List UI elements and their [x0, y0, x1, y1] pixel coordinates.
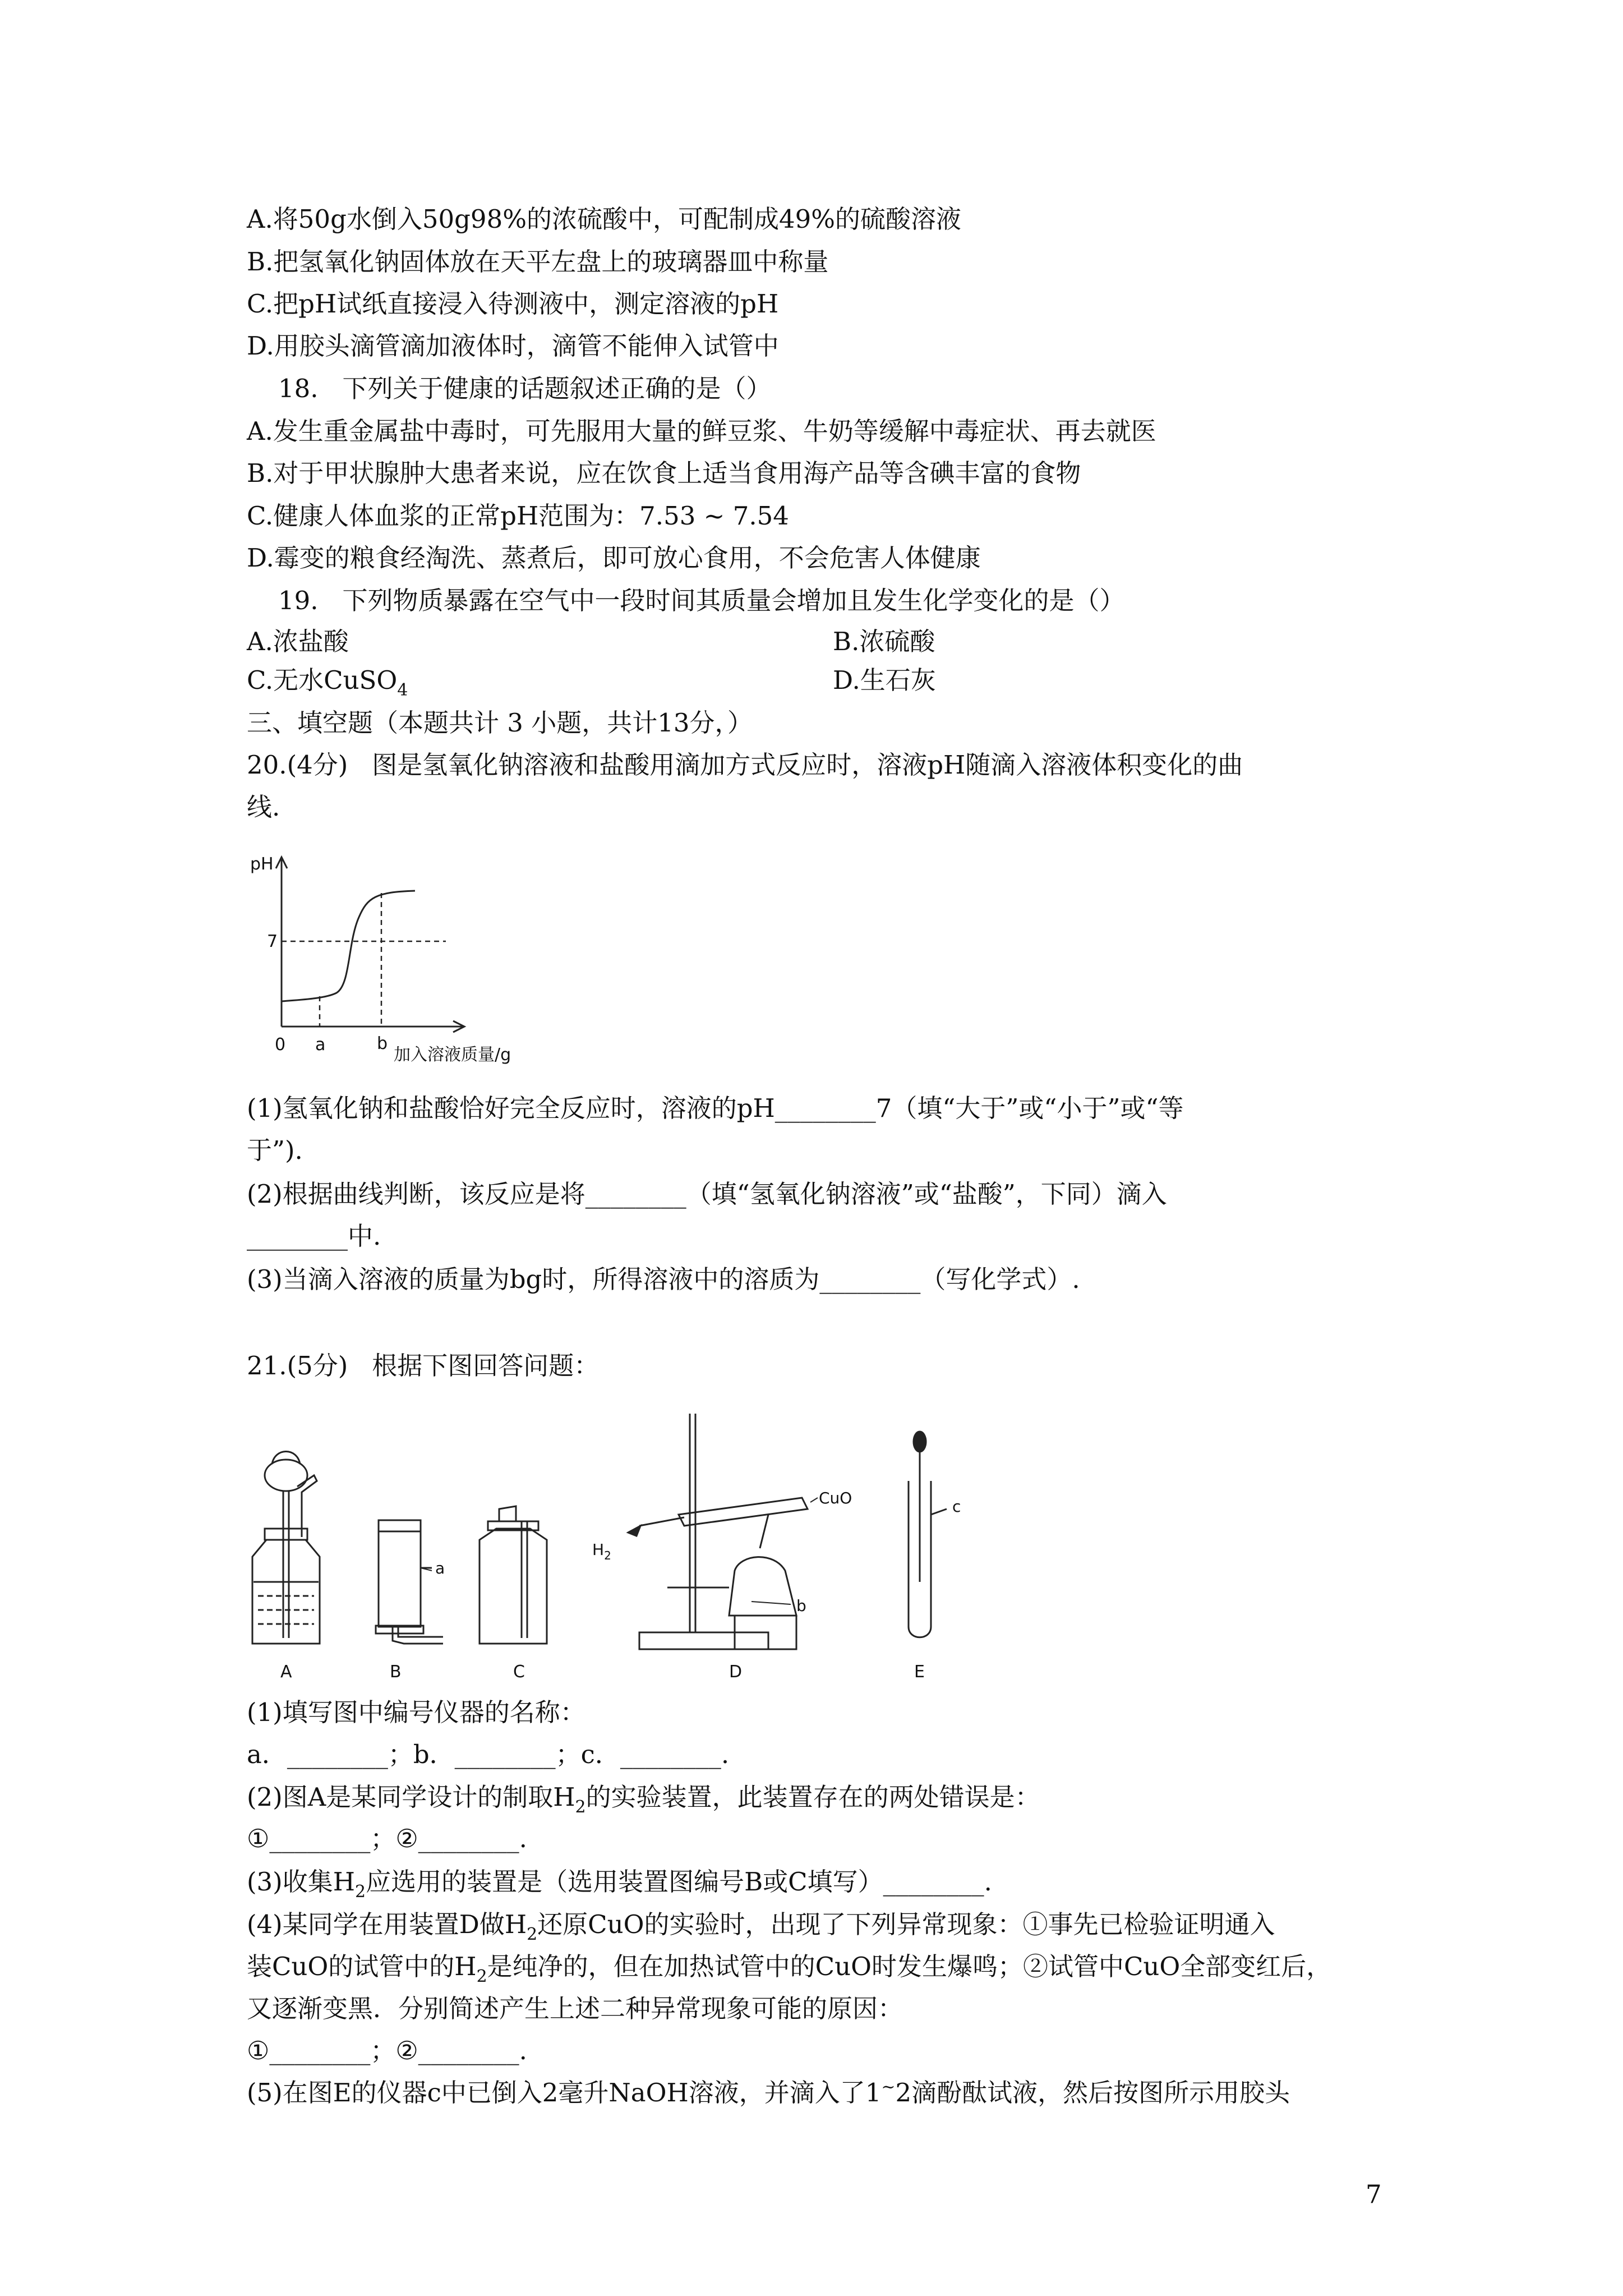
q20-stem-cont: 线. — [247, 792, 280, 822]
q17-option-a: A.将50g水倒入50g98%的浓硫酸中，可配制成49%的硫酸溶液 — [247, 204, 961, 234]
q17-option-d: D.用胶头滴管滴加液体时，滴管不能伸入试管中 — [247, 331, 779, 361]
q21-part4-line2 — [247, 1949, 1331, 1987]
y-axis-label: pH — [250, 854, 274, 874]
label-lowercase-c: c — [952, 1497, 961, 1516]
q20-part1: (1)氢氧化钠和盐酸恰好完全反应时，溶液的pH________7（填“大于”或“小于”或“等 — [247, 1093, 1184, 1123]
apparatus-a — [252, 1452, 320, 1644]
label-h2-subscript: 2 — [604, 1549, 611, 1562]
q21-part5-text-a: (5)在图E的仪器c中已倒入2毫升NaOH溶液，并滴入了1 — [247, 2078, 882, 2108]
label-cuo: CuO — [819, 1489, 852, 1507]
label-uppercase-d: D — [729, 1662, 743, 1682]
label-h2-letter: H — [592, 1540, 605, 1559]
x-axis-label: 加入溶液质量/g — [394, 1045, 511, 1065]
q19-option-a: A.浓盐酸 — [247, 627, 349, 656]
q19-option-b: B.浓硫酸 — [833, 627, 935, 656]
q20-part1-cont: 于”). — [247, 1135, 303, 1165]
q21-part4-subscript-2: 2 — [476, 1967, 487, 1986]
q21-part2-subscript: 2 — [575, 1797, 586, 1817]
label-uppercase-c: C — [513, 1662, 525, 1682]
q20-part2: (2)根据曲线判断，该反应是将________（填“氢氧化钠溶液”或“盐酸”，下同）滴入 — [247, 1179, 1167, 1209]
q19-option-c-text: C.无水CuSO — [247, 665, 398, 695]
q18-option-d: D.霉变的粮食经淘洗、蒸煮后，即可放心食用，不会危害人体健康 — [247, 543, 981, 573]
q21-part4-text-c: 装CuO的试管中的H — [247, 1952, 477, 1981]
q19-option-c — [247, 663, 408, 701]
q21-part5-superscript: ~ — [881, 2077, 896, 2097]
q21-part5 — [247, 2076, 1290, 2114]
q21-part4-blanks: ①________；②________. — [247, 2036, 527, 2065]
x-tick-b: b — [377, 1034, 388, 1053]
q21-part2-text-b: 的实验装置，此装置存在的两处错误是： — [585, 1782, 1040, 1812]
ph-curve — [282, 891, 415, 1001]
q18-option-c: C.健康人体血浆的正常pH范围为：7.53 ~ 7.54 — [247, 501, 789, 531]
label-uppercase-a: A — [280, 1662, 292, 1682]
label-lowercase-a: a — [435, 1559, 445, 1577]
q21-part5-text-b: 2滴酚酞试液，然后按图所示用胶头 — [895, 2078, 1290, 2108]
apparatus-d — [628, 1414, 808, 1649]
section-heading: 三、填空题（本题共计 3 小题，共计13分，） — [247, 708, 753, 738]
x-tick-a: a — [315, 1035, 326, 1055]
apparatus-b — [376, 1520, 443, 1644]
ph-curve-graph — [247, 847, 550, 1071]
q19-stem: 19. 下列物质暴露在空气中一段时间其质量会增加且发生化学变化的是（） — [278, 586, 1125, 615]
q21-part4-line1 — [247, 1907, 1275, 1945]
q21-part3-text-a: (3)收集H — [247, 1867, 355, 1897]
label-uppercase-e: E — [914, 1662, 925, 1682]
q21-part2 — [247, 1780, 1040, 1818]
q21-part3 — [247, 1865, 992, 1903]
q21-part4-text-a: (4)某同学在用装置D做H — [247, 1910, 527, 1939]
q19-option-d: D.生石灰 — [833, 665, 936, 695]
y-tick-7: 7 — [267, 932, 278, 951]
q17-option-c: C.把pH试纸直接浸入待测液中，测定溶液的pH — [247, 289, 779, 319]
q21-stem: 21.(5分) 根据下图回答问题： — [247, 1351, 600, 1381]
q21-part4-line3: 又逐渐变黑．分别简述产生上述二种异常现象可能的原因： — [247, 1994, 903, 2023]
q21-part1-blanks: a．________；b．________；c．________. — [247, 1740, 730, 1769]
q19-option-c-subscript: 4 — [397, 680, 408, 700]
q20-stem: 20.(4分) 图是氢氧化钠溶液和盐酸用滴加方式反应时，溶液pH随滴入溶液体积变化的曲 — [247, 750, 1243, 780]
apparatus-e — [909, 1432, 947, 1637]
q20-part3: (3)当滴入溶液的质量为bg时，所得溶液中的溶质为________（写化学式）. — [247, 1264, 1080, 1294]
label-h2 — [592, 1540, 611, 1562]
q20-part2-cont: ________中. — [247, 1221, 381, 1251]
q21-part4-text-d: 是纯净的，但在加热试管中的CuO时发生爆鸣；②试管中CuO全部变红后， — [487, 1952, 1332, 1981]
q21-part2-blanks: ①________；②________. — [247, 1824, 527, 1853]
label-lowercase-b: b — [796, 1596, 806, 1615]
apparatus-c — [479, 1506, 547, 1644]
q17-option-b: B.把氢氧化钠固体放在天平左盘上的玻璃器皿中称量 — [247, 247, 829, 277]
q21-part3-text-b: 应选用的装置是（选用装置图编号B或C填写）________. — [366, 1867, 992, 1897]
apparatus-figure — [236, 1402, 987, 1688]
origin-label: 0 — [275, 1035, 286, 1055]
page-number: 7 — [1366, 2179, 1382, 2209]
q21-part4-text-b: 还原CuO的实验时，出现了下列异常现象：①事先已检验证明通入 — [537, 1910, 1275, 1939]
q21-part2-text-a: (2)图A是某同学设计的制取H — [247, 1782, 575, 1812]
label-uppercase-b: B — [390, 1662, 402, 1682]
q21-part3-subscript: 2 — [355, 1882, 366, 1902]
q21-part4-subscript-1: 2 — [527, 1925, 538, 1944]
q18-option-b: B.对于甲状腺肿大患者来说，应在饮食上适当食用海产品等含碘丰富的食物 — [247, 458, 1081, 488]
q21-part1: (1)填写图中编号仪器的名称： — [247, 1697, 585, 1727]
q18-option-a: A.发生重金属盐中毒时，可先服用大量的鲜豆浆、牛奶等缓解中毒症状、再去就医 — [247, 416, 1156, 446]
q18-stem: 18. 下列关于健康的话题叙述正确的是（） — [278, 374, 772, 403]
